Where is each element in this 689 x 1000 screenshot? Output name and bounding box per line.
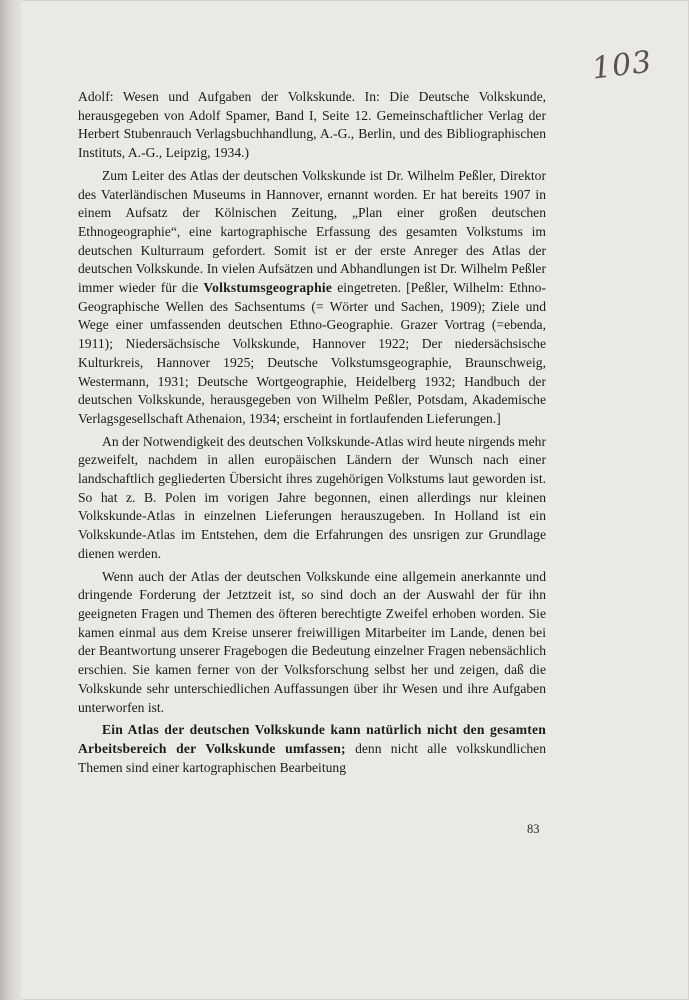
page-number: 83 [527, 822, 540, 836]
paragraph-doubts: Wenn auch der Atlas der deutschen Volkskunde eine allgemein anerkannte und dringende Forderung der Jetztzeit ist, so sind doch an der Auswahl der für ihn geeigneten Fragen und Themen des öfteren berechtigte Zweifel erhoben worden. Sie kamen einmal aus dem Kreise unserer freiwilligen Mitarbeiter im Lande, denen bei der Beantwortung unserer Fragebogen die Bedeutung einzelner Fragen nebensächlich erschien. Sie kamen ferner von der Volksforschung selbst her und zeigen, daß die Volkskunde sehr unterschiedlichen Auffassungen über ihr Wesen und ihre Aufgaben unterworfen ist. [78, 568, 546, 715]
paragraph-text: eingetreten. [Peßler, Wilhelm: Ethno-Geographische Wellen des Sachsentums (= Wörter und Sachen, 1909); Ziele und Wege einer umfassenden deutschen Ethno-Geographie. Grazer Vortrag (=ebenda, 1911); Niedersächsische Volkskunde, Hannover 1922; Der niedersächsische Kulturkreis, Hannover 1925; Deutsche Volkstumsgeographie, Braunschweig, Westermann, 1931; Deutsche Wortgeographie, Heidelberg 1932; Handbuch der deutschen Volkskunde, herausgegeben von Wilhelm Peßler, Potsdam, Akademische Verlagsgesellschaft Athenaion, 1934; erscheint in fortlaufenden Lieferungen.] [78, 280, 547, 426]
paragraph-text: denn nicht alle volkskundlichen Themen sind einer kartographischen Bearbeitung [78, 740, 546, 775]
body-text [78, 88, 546, 781]
emphasis-atlas-scope: Ein Atlas der deutschen Volkskunde kann natürlich nicht den gesamten Arbeitsbereich der Volkskunde umfassen; [78, 722, 546, 756]
paragraph-necessity: An der Notwendigkeit des deutschen Volkskunde-Atlas wird heute nirgends mehr gezweifelt, nachdem in allen europäischen Ländern der Wunsch nach einer landschaftlich gegliederten Übersicht ihres zugehörigen Volkstums laut geworden ist. So hat z. B. Polen im vorigen Jahre begonnen, einen allerdings nur kleinen Volkskunde-Atlas in einzelnen Lieferungen herauszugeben. In Holland ist ein Volkskunde-Atlas im Entstehen, dem die Erfahrungen des unsrigen zur Grundlage dienen werden. [78, 433, 546, 561]
paragraph-atlas-leader [78, 167, 546, 429]
handwritten-folio-number: 103 [590, 44, 655, 87]
emphasis-volkstumsgeographie: Volkstumsgeographie [203, 280, 333, 296]
paragraph-scope [78, 721, 546, 777]
page-gutter [0, 0, 22, 1000]
paragraph-citation-continuation: Adolf: Wesen und Aufgaben der Volkskunde. In: Die Deutsche Volkskunde, herausgegeben von Adolf Spamer, Band I, Seite 12. Gemeinschaftlicher Verlag der Herbert Stubenrauch Verlagsbuchhandlung, A.-G., Berlin, und des Bibliographischen Instituts, A.-G., Leipzig, 1934.) [78, 89, 546, 161]
paragraph-text: Zum Leiter des Atlas der deutschen Volkskunde ist Dr. Wilhelm Peßler, Direktor des Vaterländischen Museums in Hannover, ernannt worden. Er hat bereits 1907 in einem Aufsatz der Kölnischen Zeitung, „Plan einer großen deutschen Ethnogeographie“, eine kartographische Erfassung des gesamten Volkstums im deutschen Kulturraum gefordert. Somit ist er der erste Anreger des Atlas der deutschen Volkskunde. In vielen Aufsätzen und Abhandlungen ist Dr. Wilhelm Peßler immer wieder für die [78, 167, 546, 296]
